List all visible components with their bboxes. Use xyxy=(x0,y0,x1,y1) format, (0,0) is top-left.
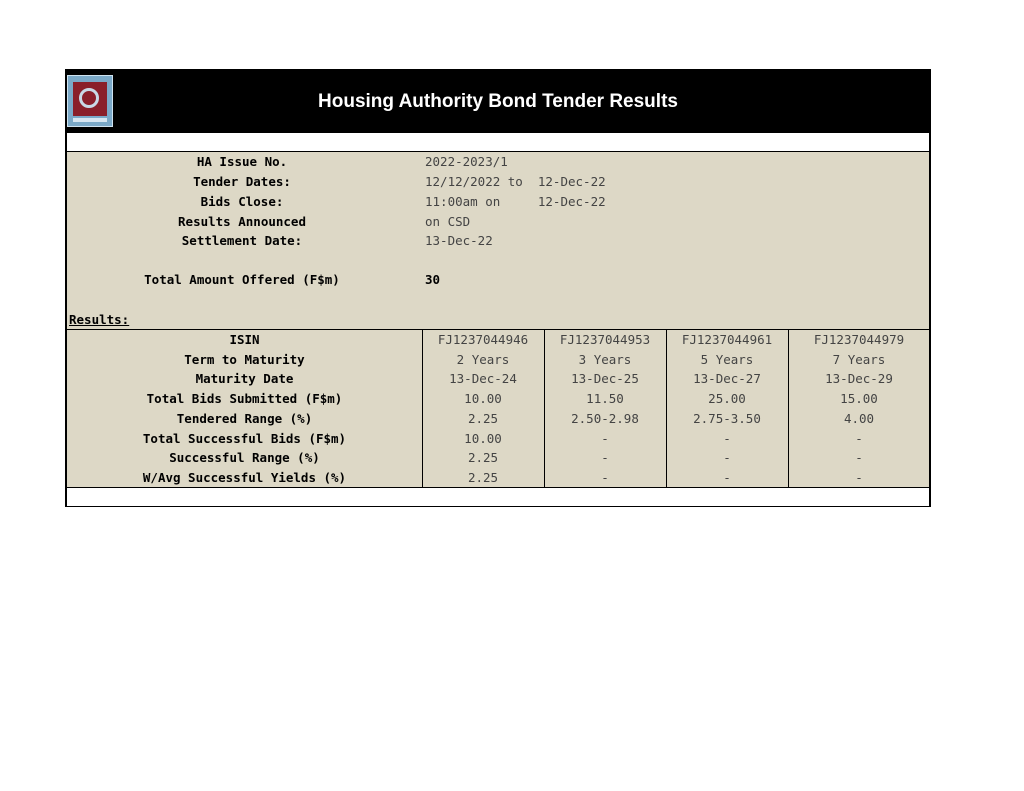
bids-close-value: 11:00am on 12-Dec-22 xyxy=(425,194,606,209)
result-cell: 2 Years xyxy=(456,351,510,367)
settlement-date-label: Settlement Date: xyxy=(181,233,303,248)
result-cell: - xyxy=(855,450,863,466)
issue-no-label: HA Issue No. xyxy=(196,154,288,169)
result-cell: 10.00 xyxy=(464,430,502,446)
result-row-label: ISIN xyxy=(229,332,260,347)
result-cell: - xyxy=(601,450,609,466)
result-cell: 3 Years xyxy=(578,351,632,367)
result-cell: 10.00 xyxy=(464,391,502,407)
result-cell: 4.00 xyxy=(843,410,875,426)
result-row-label: Total Successful Bids (F$m) xyxy=(142,430,347,446)
results-table xyxy=(67,329,929,487)
result-cell: 2.25 xyxy=(467,410,499,426)
result-cell: FJ1237044979 xyxy=(813,332,905,347)
spacer-row xyxy=(67,133,929,152)
result-cell: - xyxy=(723,469,731,485)
result-row-label: W/Avg Successful Yields (%) xyxy=(142,469,347,485)
result-cell: - xyxy=(855,430,863,446)
result-cell: 11.50 xyxy=(586,391,624,407)
result-cell: - xyxy=(601,469,609,485)
result-row-label: Term to Maturity xyxy=(184,351,305,367)
result-cell: - xyxy=(723,450,731,466)
tender-dates-value: 12/12/2022 to 12-Dec-22 xyxy=(425,174,606,189)
result-cell: - xyxy=(855,469,863,485)
result-cell: 13-Dec-24 xyxy=(449,371,517,387)
tender-results-sheet xyxy=(65,69,931,507)
result-cell: FJ1237044946 xyxy=(437,332,529,347)
result-cell: 7 Years xyxy=(832,351,886,367)
total-offered-value: 30 xyxy=(425,272,441,287)
results-heading: Results: xyxy=(69,312,130,327)
details-panel xyxy=(67,152,929,487)
result-cell: 2.50-2.98 xyxy=(571,410,639,426)
result-row-label: Maturity Date xyxy=(195,371,294,387)
result-cell: 5 Years xyxy=(700,351,754,367)
result-row-label: Total Bids Submitted (F$m) xyxy=(146,391,343,407)
result-cell: FJ1237044961 xyxy=(681,332,773,347)
result-row-label: Successful Range (%) xyxy=(169,450,320,466)
result-cell: 13-Dec-27 xyxy=(693,371,761,387)
result-cell: - xyxy=(601,430,609,446)
result-cell: 2.25 xyxy=(467,469,499,485)
footer-spacer-row xyxy=(67,487,929,506)
bids-close-label: Bids Close: xyxy=(200,194,284,209)
result-cell: - xyxy=(723,430,731,446)
results-announced-label: Results Announced xyxy=(178,214,306,229)
settlement-date-value: 13-Dec-22 xyxy=(425,233,493,248)
results-announced-value: on CSD xyxy=(425,214,471,229)
result-cell: FJ1237044953 xyxy=(559,332,651,347)
result-row-label: Tendered Range (%) xyxy=(176,410,313,426)
issue-no-value: 2022-2023/1 xyxy=(425,154,508,169)
tender-dates-label: Tender Dates: xyxy=(193,174,291,189)
result-cell: 13-Dec-25 xyxy=(571,371,639,387)
page-title: Housing Authority Bond Tender Results xyxy=(318,91,678,112)
total-offered-label: Total Amount Offered (F$m) xyxy=(144,272,340,287)
result-cell: 15.00 xyxy=(840,391,878,407)
result-cell: 2.75-3.50 xyxy=(693,410,761,426)
result-cell: 13-Dec-29 xyxy=(825,371,893,387)
title-banner xyxy=(67,71,929,133)
result-cell: 2.25 xyxy=(467,450,499,466)
result-cell: 25.00 xyxy=(708,391,746,407)
